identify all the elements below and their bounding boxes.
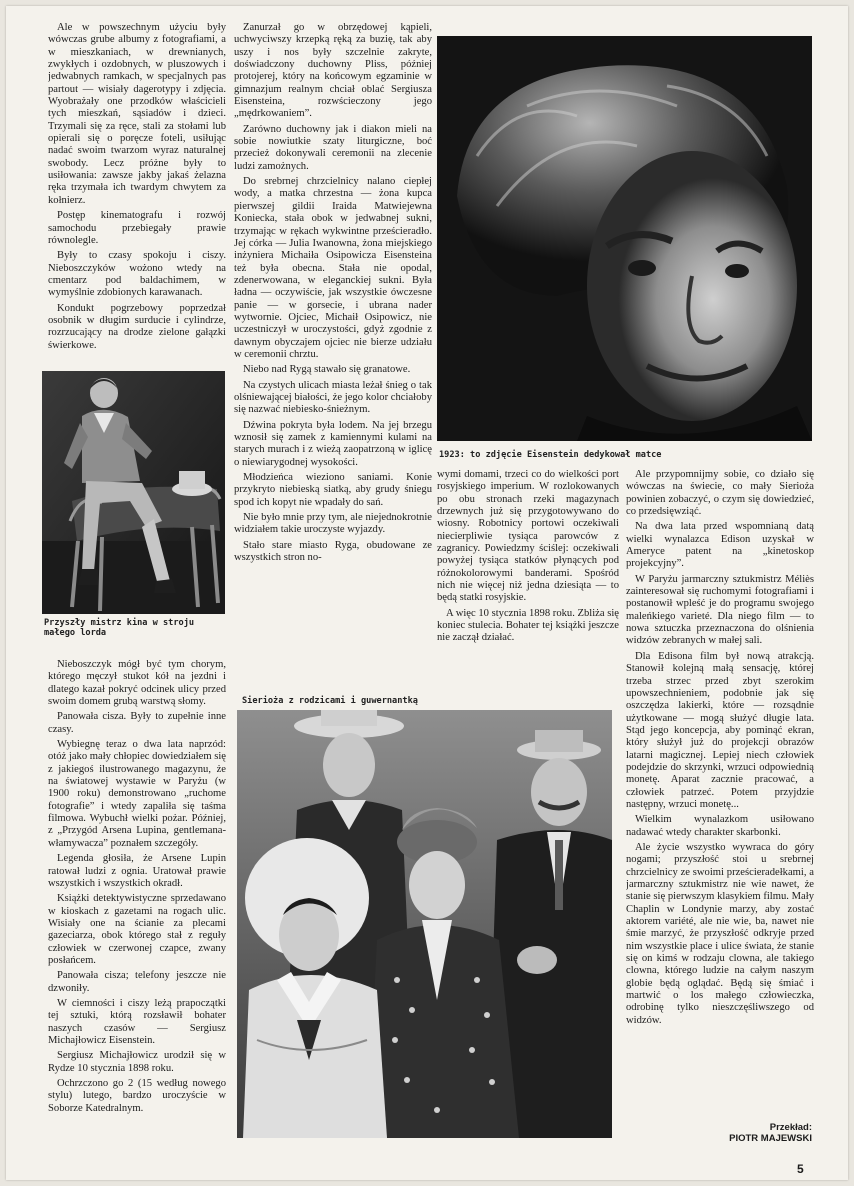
- column-4: [626, 469, 814, 1117]
- col3-paragraph: wymi domami, trzeci co do wielkości port rosyjskiego imperium. W rozlokowanych po obu stronach rzeki magazynach drzewnych już się przygotowywano do wiosny. Robotnicy portowi oczekiwali niecierpliwie tysiąca parowców z zagranicy. Powiedzmy ściślej: oczekiwali powyżej tysiąca statków płynących pod różnokolorowymi banderami. Spośród nich nie więcej niż jedna dziesiąta — to będą statki rosyjskie.: [437, 469, 619, 604]
- boy-lord-costume-image: [42, 371, 225, 614]
- col2-paragraph: Do srebrnej chrzcielnicy nalano ciepłej wody, a matka chrzestna — żona kupca pierwszej gildii Iraida Matwiejewna Koniecka, stała obok w jedwabnej sukni, trzymając w rękach wykwintne prześcieradło. Jej córka — Julia Iwanowna, żona miejskiego inżyniera Michaiła Osipowicza Eisensteina też była obecna. Stała nie opodal, zdenerwowana, w eleganckiej sukni. Była ładna — oczywiście, jak wszystkie ówczesne panie — w gorsecie, i ubrana nader wytwornie. Ojciec, Michaił Osipowicz, nie uczestniczył w uroczystości, gdyż zgodnie z dawnym obyczajem ojciec nie bierze udziału w ceremonii chrztu.: [234, 176, 432, 360]
- col4-paragraph: Ale przypomnijmy sobie, co działo się wówczas na świecie, co mały Sierioża powinien zobaczyć, o czym się dowiedzieć, co przedsięwziąć.: [626, 469, 814, 518]
- col1-bottom-paragraph: Panowała cisza. Były to zupełnie inne czasy.: [48, 711, 226, 735]
- magazine-page: [6, 6, 848, 1180]
- col1-bottom-paragraph: W ciemności i ciszy leżą prapoczątki tej sztuki, którą rozsławił bohater naszych czasów — Sergiusz Michajłowicz Eisenstein.: [48, 997, 226, 1046]
- col1-bottom-paragraph: Legenda głosiła, że Arsene Lupin ratował ludzi z ognia. Uratował prawie wszystkich i wszystkich okradł.: [48, 853, 226, 889]
- boy-photo-caption: Przyszły mistrz kina w stroju małego lorda: [44, 618, 195, 638]
- col1-bottom-paragraph: Sergiusz Michajłowicz urodził się w Rydze 10 stycznia 1898 roku.: [48, 1050, 226, 1074]
- column-1-top: [48, 22, 226, 364]
- col1-bottom-paragraph: Książki detektywistyczne sprzedawano w kioskach z gazetami na rogach ulic. Wisiały one na ścianie za plecami gazeciarza, obok którego stał z reguły człowiek w czerwonej czapce, zwany posłańcem.: [48, 893, 226, 966]
- col1-bottom-paragraph: Panowała cisza; telefony jeszcze nie dzwoniły.: [48, 970, 226, 994]
- family-photo-caption: Sierioża z rodzicami i guwernantką: [242, 696, 418, 706]
- col3-paragraph: A więc 10 stycznia 1898 roku. Zbliża się koniec stulecia. Bohater tej książki jeszcze nie zaczął działać.: [437, 607, 619, 644]
- col1-top-paragraph: Były to czasy spokoju i ciszy. Nieboszczyków wożono wtedy na cmentarz pod baldachimem, w wymyślnie zdobionych karawanach.: [48, 250, 226, 299]
- eisenstein-portrait-image: [437, 36, 812, 441]
- col2-paragraph: Zarówno duchowny jak i diakon mieli na sobie nowiutkie szaty liturgiczne, boć przecież dokonywali ceremonii na zlecenie ludzi zamożnych.: [234, 123, 432, 172]
- boy-photo: [42, 371, 225, 614]
- col2-paragraph: Niebo nad Rygą stawało się granatowe.: [243, 364, 411, 376]
- col2-paragraph: Dźwina pokryta była lodem. Na jej brzegu wznosił się zamek z kamiennymi kulami na starych murach i z wieżą zaopatrzoną w iglicę o niewiarygodnej wysokości.: [234, 419, 432, 468]
- col2-paragraph: Zanurzał go w obrzędowej kąpieli, uchwyciwszy krzepką ręką za buzię, tak aby uszy i nos były szczelnie zakryte, doświadczony duchowny Pliss, później protojerej, który na końcowym egzaminie w gimnazjum realnym chciał oblać Sergiusza Eisensteina, rozwścieczony jego „mędrkowaniem”.: [234, 22, 432, 120]
- col4-paragraph: Dla Edisona film był nową atrakcją. Stanowił kolejną małą sensację, której trzeba strzec przed zbyt szerokim upowszechnieniem, podobnie jak się oszczędza lakierki, które — rozsądnie użytkowane — mogą służyć długie lata. Stąd jego koncepcja, aby pominąć ekran, który służył już do projekcji obrazów latarni magicznej. Lepiej niech człowiek podejdzie do skrzynki, wrzuci odpowiednią monetę. Aparat zacznie pracować, a człowiek patrzeć. Potem przyjdzie następny, wrzuci monetę...: [626, 650, 814, 810]
- col2-paragraph: Nie było mnie przy tym, ale niejednokrotnie widziałem takie uroczyste wyjazdy.: [234, 512, 432, 536]
- signature-name: PIOTR MAJEWSKI: [729, 1133, 812, 1144]
- col1-bottom-paragraph: Wybiegnę teraz o dwa lata naprzód: otóż jako mały chłopiec dowiedziałem się z jakiegoś ilustrowanego magazynu, że na światowej wystawie w Paryżu (w 1900 roku) demonstrowano „ruchome fotografie” i wtedy zapaliła się taśma filmowa. Wybuchł wielki pożar. Później, z „Przygód Arsena Lupina, gentlemana-włamywacza” poznałem szczegóły.: [48, 739, 226, 849]
- col1-top-paragraph: Postęp kinematografu i rozwój samochodu przebiegały prawie równolegle.: [48, 210, 226, 246]
- col4-paragraph: W Paryżu jarmarczny sztukmistrz Méliès zainteresował się ruchomymi fotografiami i postanowił wpleść je do programu swojego maleńkiego varieté. Dla niego film — to nowa sztuczka przeznaczona do olśnienia widzów zebranych w małej sali.: [626, 573, 814, 647]
- family-photo: [237, 710, 612, 1138]
- col2-paragraph: Młodzieńca wieziono saniami. Konie przykryto niebieską siatką, aby grudy śniegu spod ich kopyt nie wpadały do sań.: [234, 472, 432, 508]
- col2-paragraph: Na czystych ulicach miasta leżał śnieg o tak olśniewającej białości, że jego kolor chciałoby się nazwać niebiesko-śnieżnym.: [234, 379, 432, 416]
- col4-paragraph: Wielkim wynalazkom usiłowano nadawać wtedy charakter skarbonki.: [626, 814, 814, 838]
- translator-signature: [686, 1122, 812, 1144]
- column-1-bottom: [48, 659, 226, 1159]
- col1-bottom-paragraph: Nieboszczyk mógł być tym chorym, którego męczył stukot kół na jezdni i dlatego kazał pokryć odcinek ulicy przed swoim domem grubą warstwą słomy.: [48, 659, 226, 708]
- col4-paragraph: Ale życie wszystko wywraca do góry nogami; przyszłość stoi u srebrnej chrzcielnicy ze swoimi prześcieradełkami, a jarmarczny sztukmistrz nie wie nawet, że stanie się pierwszym klasykiem filmu. Mały Chaplin w Londynie marzy, aby zostać aktorem variété, ale nie wie, ba, nawet nie śmie marzyć, że przyszłość odkryje przed nim wszystkie place i ulice świata, że stanie się on kimś w rodzaju clowna, ale takiego clowna, którego ludzie na całym naszym globie będą oglądać. Będą się śmiać i martwić o los małego człowieczka, odrobinę tylko nieszczęśliwszego od widzów.: [626, 841, 814, 1026]
- col4-paragraph: Na dwa lata przed wspomnianą datą wielki wynalazca Edison uzyskał w Ameryce patent na „kinetoskop projekcyjny”.: [626, 521, 814, 570]
- column-2: [234, 22, 432, 712]
- col1-top-paragraph: Kondukt pogrzebowy poprzedzał osobnik w długim surducie i cylindrze, rozrzucający na drodze zielone gałązki świerkowe.: [48, 302, 226, 351]
- family-with-governess-image: [237, 710, 612, 1138]
- signature-label: Przekład:: [769, 1122, 812, 1133]
- col2-paragraph: Stało stare miasto Ryga, obudowane ze wszystkich stron no-: [234, 539, 432, 564]
- col1-top-paragraph: Ale w powszechnym użyciu były wówczas grube albumy z fotografiami, a w mieszkaniach, w drewnianych, zwykłych i ozdobnych, w pluszowych i jedwabnych ramkach, w specjalnych pas partout — wisiały dagerotypy i zdjęcia. Wyobrażały one przodków właścicieli tych mieszkań, sąsiadów i dzieci. Trzymali się za ręce, stali za stołami lub opierali się o poręcze foteli, usiłując nadać swoim twarzom wyraz naturalnej swobody. Lecz próżne były to usiłowania: zawsze jakby jakaś żelazna ręka trzymała ich twardym chwytem za kołnierz.: [48, 22, 226, 206]
- column-3: [437, 469, 619, 709]
- page-number: 5: [797, 1162, 804, 1176]
- portrait-photo-caption: 1923: to zdjęcie Eisenstein dedykował matce: [439, 450, 662, 460]
- portrait-photo: [437, 36, 812, 441]
- col1-bottom-paragraph: Ochrzczono go 2 (15 według nowego stylu) lutego, bardzo uroczyście w Soborze Katedralnym.: [48, 1078, 226, 1114]
